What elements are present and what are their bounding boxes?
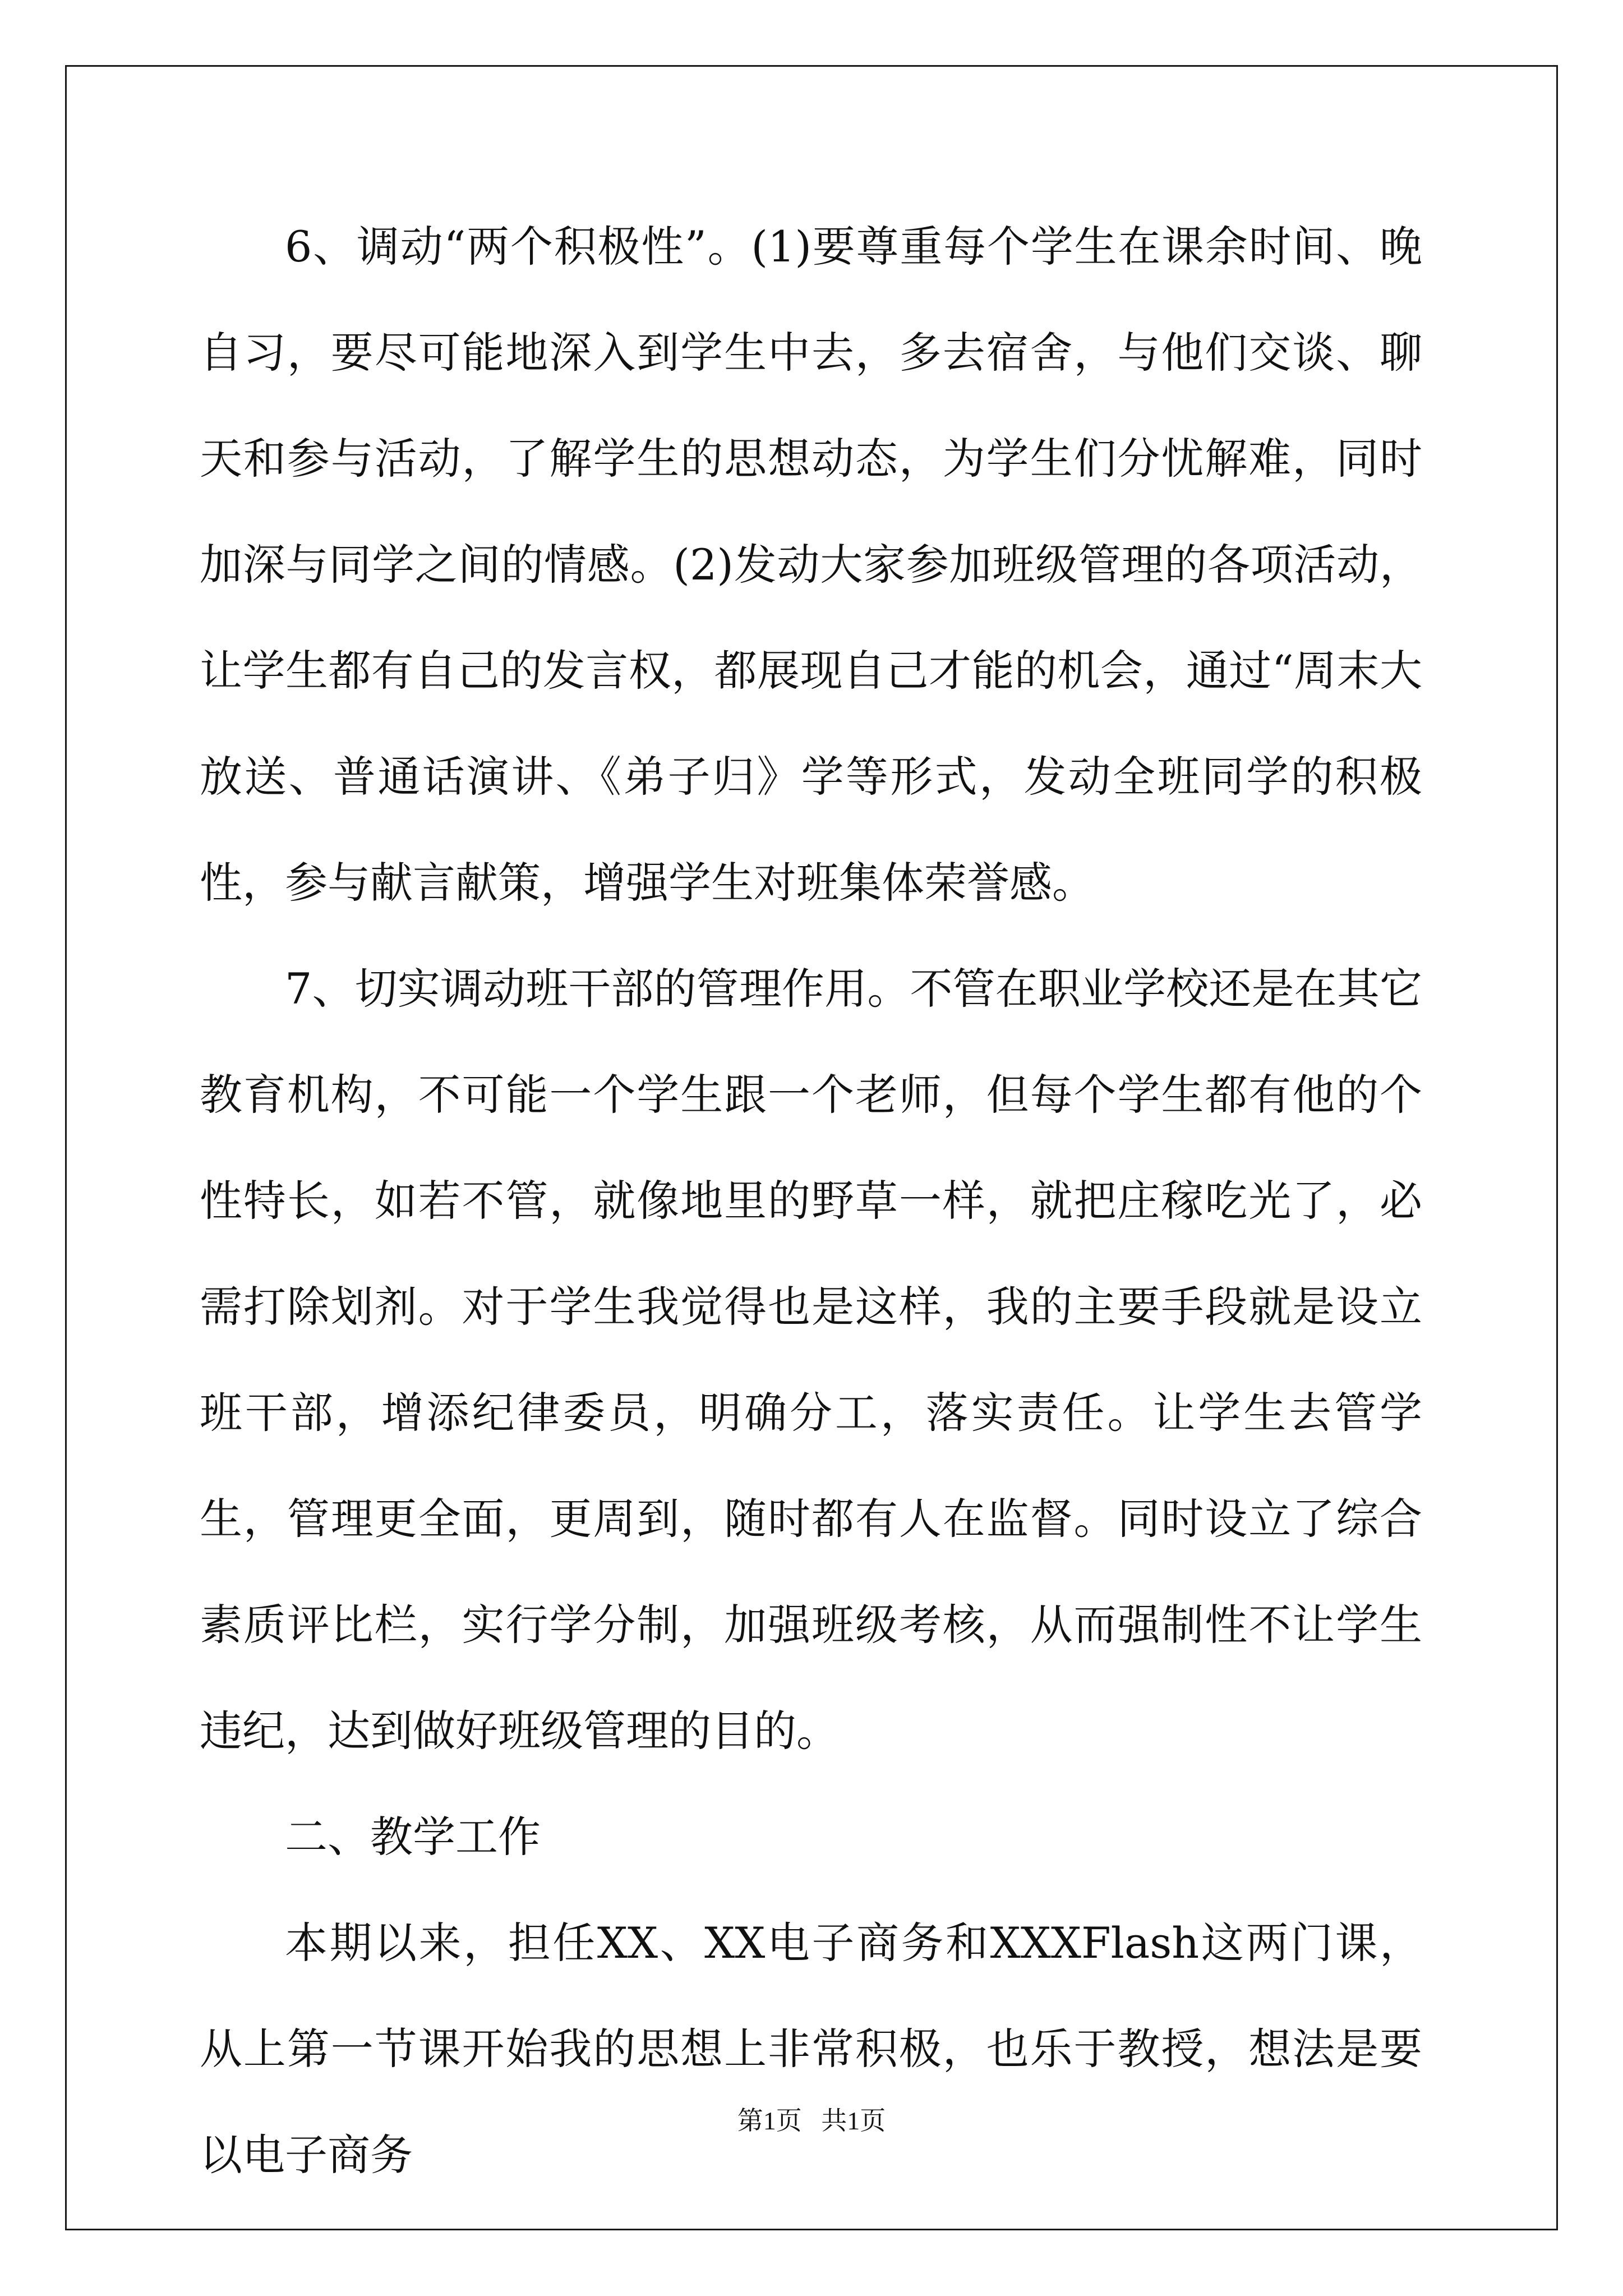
paragraph-item-7: 7、切实调动班干部的管理作用。不管在职业学校还是在其它教育机构，不可能一个学生跟一个老师，但每个学生都有他的个性特长，如若不管，就像地里的野草一样，就把庄稼吃光了，必需打除划剂。对于学生我觉得也是这样，我的主要手段就是设立班干部，增添纪律委员，明确分工，落实责任。让学生去管学生，管理更全面，更周到，随时都有人在监督。同时设立了综合素质评比栏，实行学分制，加强班级考核，从而强制性不让学生违纪，达到做好班级管理的目的。: [200, 964, 1422, 1756]
paragraph-item-6: 6、调动“两个积极性”。(1)要尊重每个学生在课余时间、晚自习，要尽可能地深入到学生中去，多去宿舍，与他们交谈、聊天和参与活动，了解学生的思想动态，为学生们分忧解难，同时加深与同学之间的情感。(2)发动大家参加班级管理的各项活动，让学生都有自己的发言权，都展现自己才能的机会，通过“周末大放送、普通话演讲、《弟子归》学等形式，发动全班同学的积极性，参与献言献策，增强学生对班集体荣誉感。: [200, 222, 1422, 908]
page-footer: 第1页 共1页: [737, 2106, 886, 2135]
paragraph-teaching-intro: 本期以来，担任XX、XX电子商务和XXXFlash这两门课，从上第一节课开始我的思想上非常积极，也乐于教授，想法是要以电子商务: [200, 1918, 1422, 2180]
document-body: [200, 194, 1422, 2208]
section-heading-teaching: 二、教学工作: [285, 1812, 541, 1862]
